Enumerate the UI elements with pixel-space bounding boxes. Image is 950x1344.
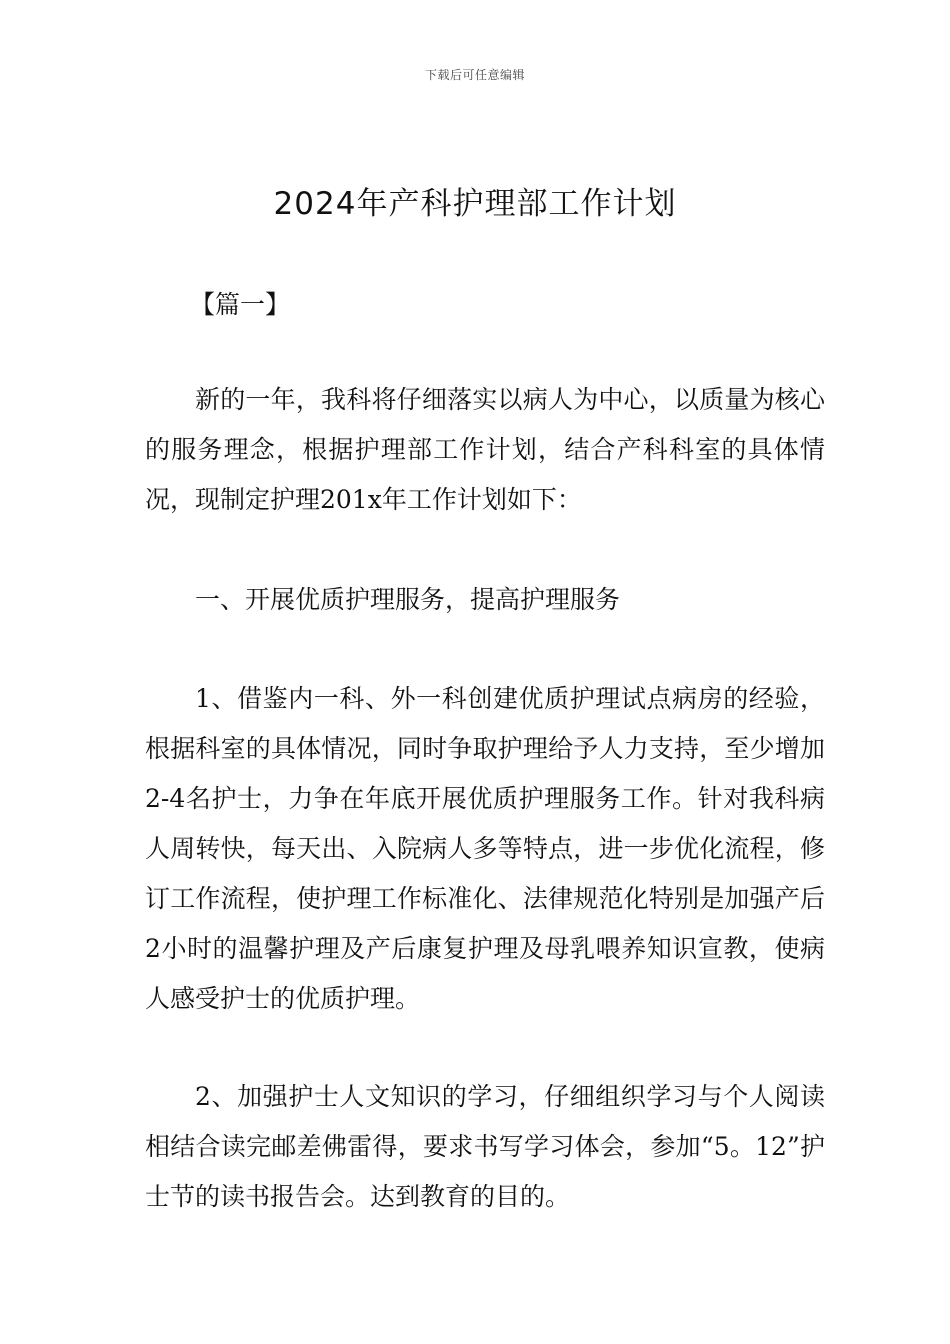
document-title: 2024年产科护理部工作计划 (273, 186, 677, 222)
section-label: 【篇一】 (190, 290, 291, 319)
section-heading-1: 一、开展优质护理服务，提高护理服务 (195, 585, 621, 614)
item-paragraph-2: 2、加强护士人文知识的学习，仔细组织学习与个人阅读相结合读完邮差佛雷得，要求书写学习体会，参加“5。12”护士节的读书报告会。达到教育的目的。 (145, 1082, 825, 1211)
item-paragraph-1: 1、借鉴内一科、外一科创建优质护理试点病房的经验，根据科室的具体情况，同时争取护理给予人力支持，至少增加2-4名护士，力争在年底开展优质护理服务工作。针对我科病人周转快，每天出、入院病人多等特点，进一步优化流程，修订工作流程，使护理工作标准化、法律规范化特别是加强产后2小时的温馨护理及产后康复护理及母乳喂养知识宣教，使病人感受护士的优质护理。 (145, 684, 825, 1013)
header-note: 下载后可任意编辑 (424, 68, 525, 82)
intro-paragraph: 新的一年，我科将仔细落实以病人为中心，以质量为核心的服务理念，根据护理部工作计划，结合产科科室的具体情况，现制定护理201x年工作计划如下： (145, 385, 825, 514)
